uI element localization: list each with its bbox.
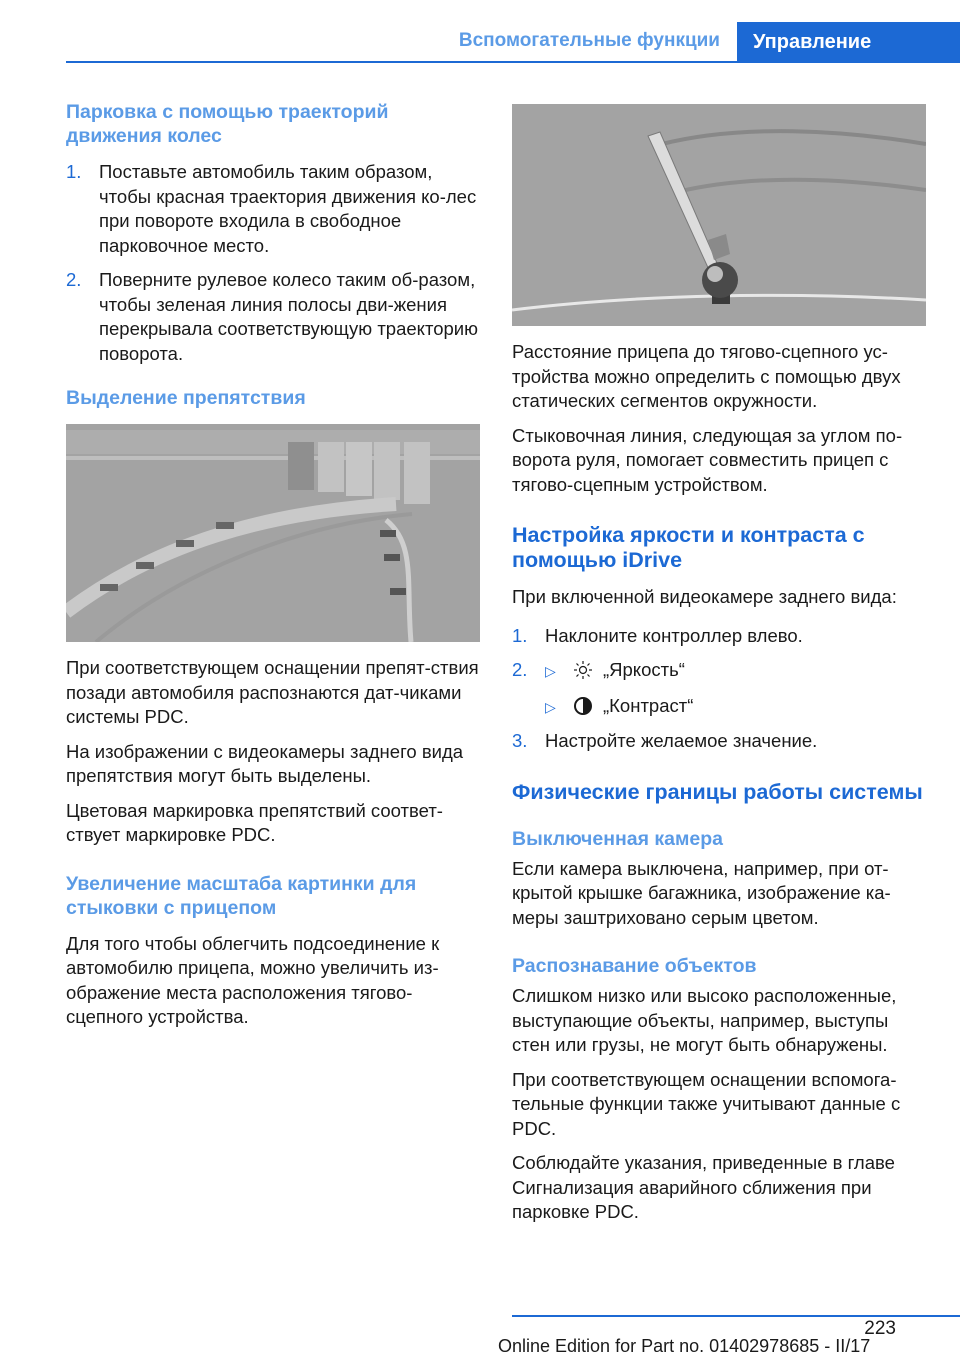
obstacle-paragraph-3: Цветовая маркировка препятствий соответ-ствует маркировке PDC. xyxy=(66,799,443,845)
header-section-title: Вспомогательные функции xyxy=(458,30,720,51)
triangle-bullet-icon: ▷ xyxy=(545,663,556,679)
heading-camera-off: Выключенная камера xyxy=(512,827,724,850)
step-number: 3. xyxy=(512,730,528,751)
objects-paragraph-1: Слишком низко или высоко расположенные, выступающие объекты, например, выступы стен или грузы, не могут быть обнаружены. xyxy=(512,985,897,1055)
heading-limits: Физические границы работы системы xyxy=(512,779,923,804)
brightness-intro: При включенной видеокамере заднего вида: xyxy=(512,586,897,607)
step-number: 2. xyxy=(512,659,528,680)
step-text: Наклоните контроллер влево. xyxy=(545,624,803,646)
parking-steps xyxy=(66,160,480,366)
brightness-steps xyxy=(512,624,926,754)
list-item xyxy=(512,624,926,649)
camera-off-paragraph: Если камера выключена, например, при от-крытой крышке багажника, изображение ка-меры заштриховано серым цветом. xyxy=(512,857,891,928)
step-number: 2. xyxy=(66,269,82,290)
left-column xyxy=(66,100,480,1040)
hitch-paragraph-2: Стыковочная линия, следующая за углом по-ворота руля, помогает совместить прицеп с тягово-сцепным устройством. xyxy=(512,424,903,495)
step-text: Поставьте автомобиль таким образом, чтобы красная траектория движения ко-лес при повороте входила в свободное парковочное место. xyxy=(99,161,477,256)
obstacle-paragraph-2: На изображении с видеокамеры заднего вида препятствия могут быть выделены. xyxy=(66,740,464,786)
footer-edition: Online Edition for Part no. 01402978685 - II/17 xyxy=(498,1336,871,1356)
heading-objects: Распознавание объектов xyxy=(512,955,757,977)
obstacle-camera-image xyxy=(66,424,480,642)
objects-paragraph-3: Соблюдайте указания, приведенные в главе Сигнализация аварийного сближения при парковке PDC. xyxy=(512,1152,895,1222)
zoom-paragraph: Для того чтобы облегчить подсоединение к автомобилю прицепа, можно увеличить из-ображение места расположения тягово-сцепного устройства. xyxy=(66,932,440,1027)
list-item xyxy=(512,729,926,754)
step-text: Поверните рулевое колесо таким об-разом, чтобы зеленая линия полосы дви-жения перекрывала соответствующую траекторию поворота. xyxy=(99,269,479,364)
brightness-icon xyxy=(571,660,595,680)
step-text: Настройте желаемое значение. xyxy=(545,730,818,751)
step-text: „Контраст“ xyxy=(603,694,694,716)
heading-parking: Парковка с помощью траекторий движения колес xyxy=(66,101,389,147)
step-number: 1. xyxy=(512,624,528,646)
objects-paragraph-2: При соответствующем оснащении вспомога-тельные функции также учитывают данные с PDC. xyxy=(512,1068,901,1139)
hitch-paragraph-1: Расстояние прицепа до тягово-сцепного ус-тройства можно определить с помощью двух статических сегментов окружности. xyxy=(512,341,901,411)
obstacle-camera-figure xyxy=(66,424,480,642)
list-item xyxy=(512,658,926,684)
right-column xyxy=(512,104,926,1235)
hitch-camera-figure xyxy=(512,104,926,326)
list-item xyxy=(512,694,926,720)
header-rule xyxy=(66,61,960,63)
heading-obstacle: Выделение препятствия xyxy=(66,387,306,409)
triangle-bullet-icon: ▷ xyxy=(545,698,556,715)
heading-zoom: Увеличение масштаба картинки для стыковки с прицепом xyxy=(66,872,417,919)
heading-brightness: Настройка яркости и контраста с помощью iDrive xyxy=(512,523,865,572)
step-number: 1. xyxy=(66,161,82,182)
footer-rule xyxy=(512,1315,960,1317)
contrast-icon xyxy=(571,696,595,716)
list-item xyxy=(66,268,480,366)
obstacle-paragraph-1: При соответствующем оснащении препят-ствия позади автомобиля распознаются дат-чиками системы PDC. xyxy=(66,657,479,727)
header-tab: Управление xyxy=(737,22,960,63)
page-number: 223 xyxy=(864,1318,896,1339)
hitch-camera-image xyxy=(512,104,926,326)
list-item xyxy=(66,160,480,258)
step-text: „Яркость“ xyxy=(603,659,685,680)
